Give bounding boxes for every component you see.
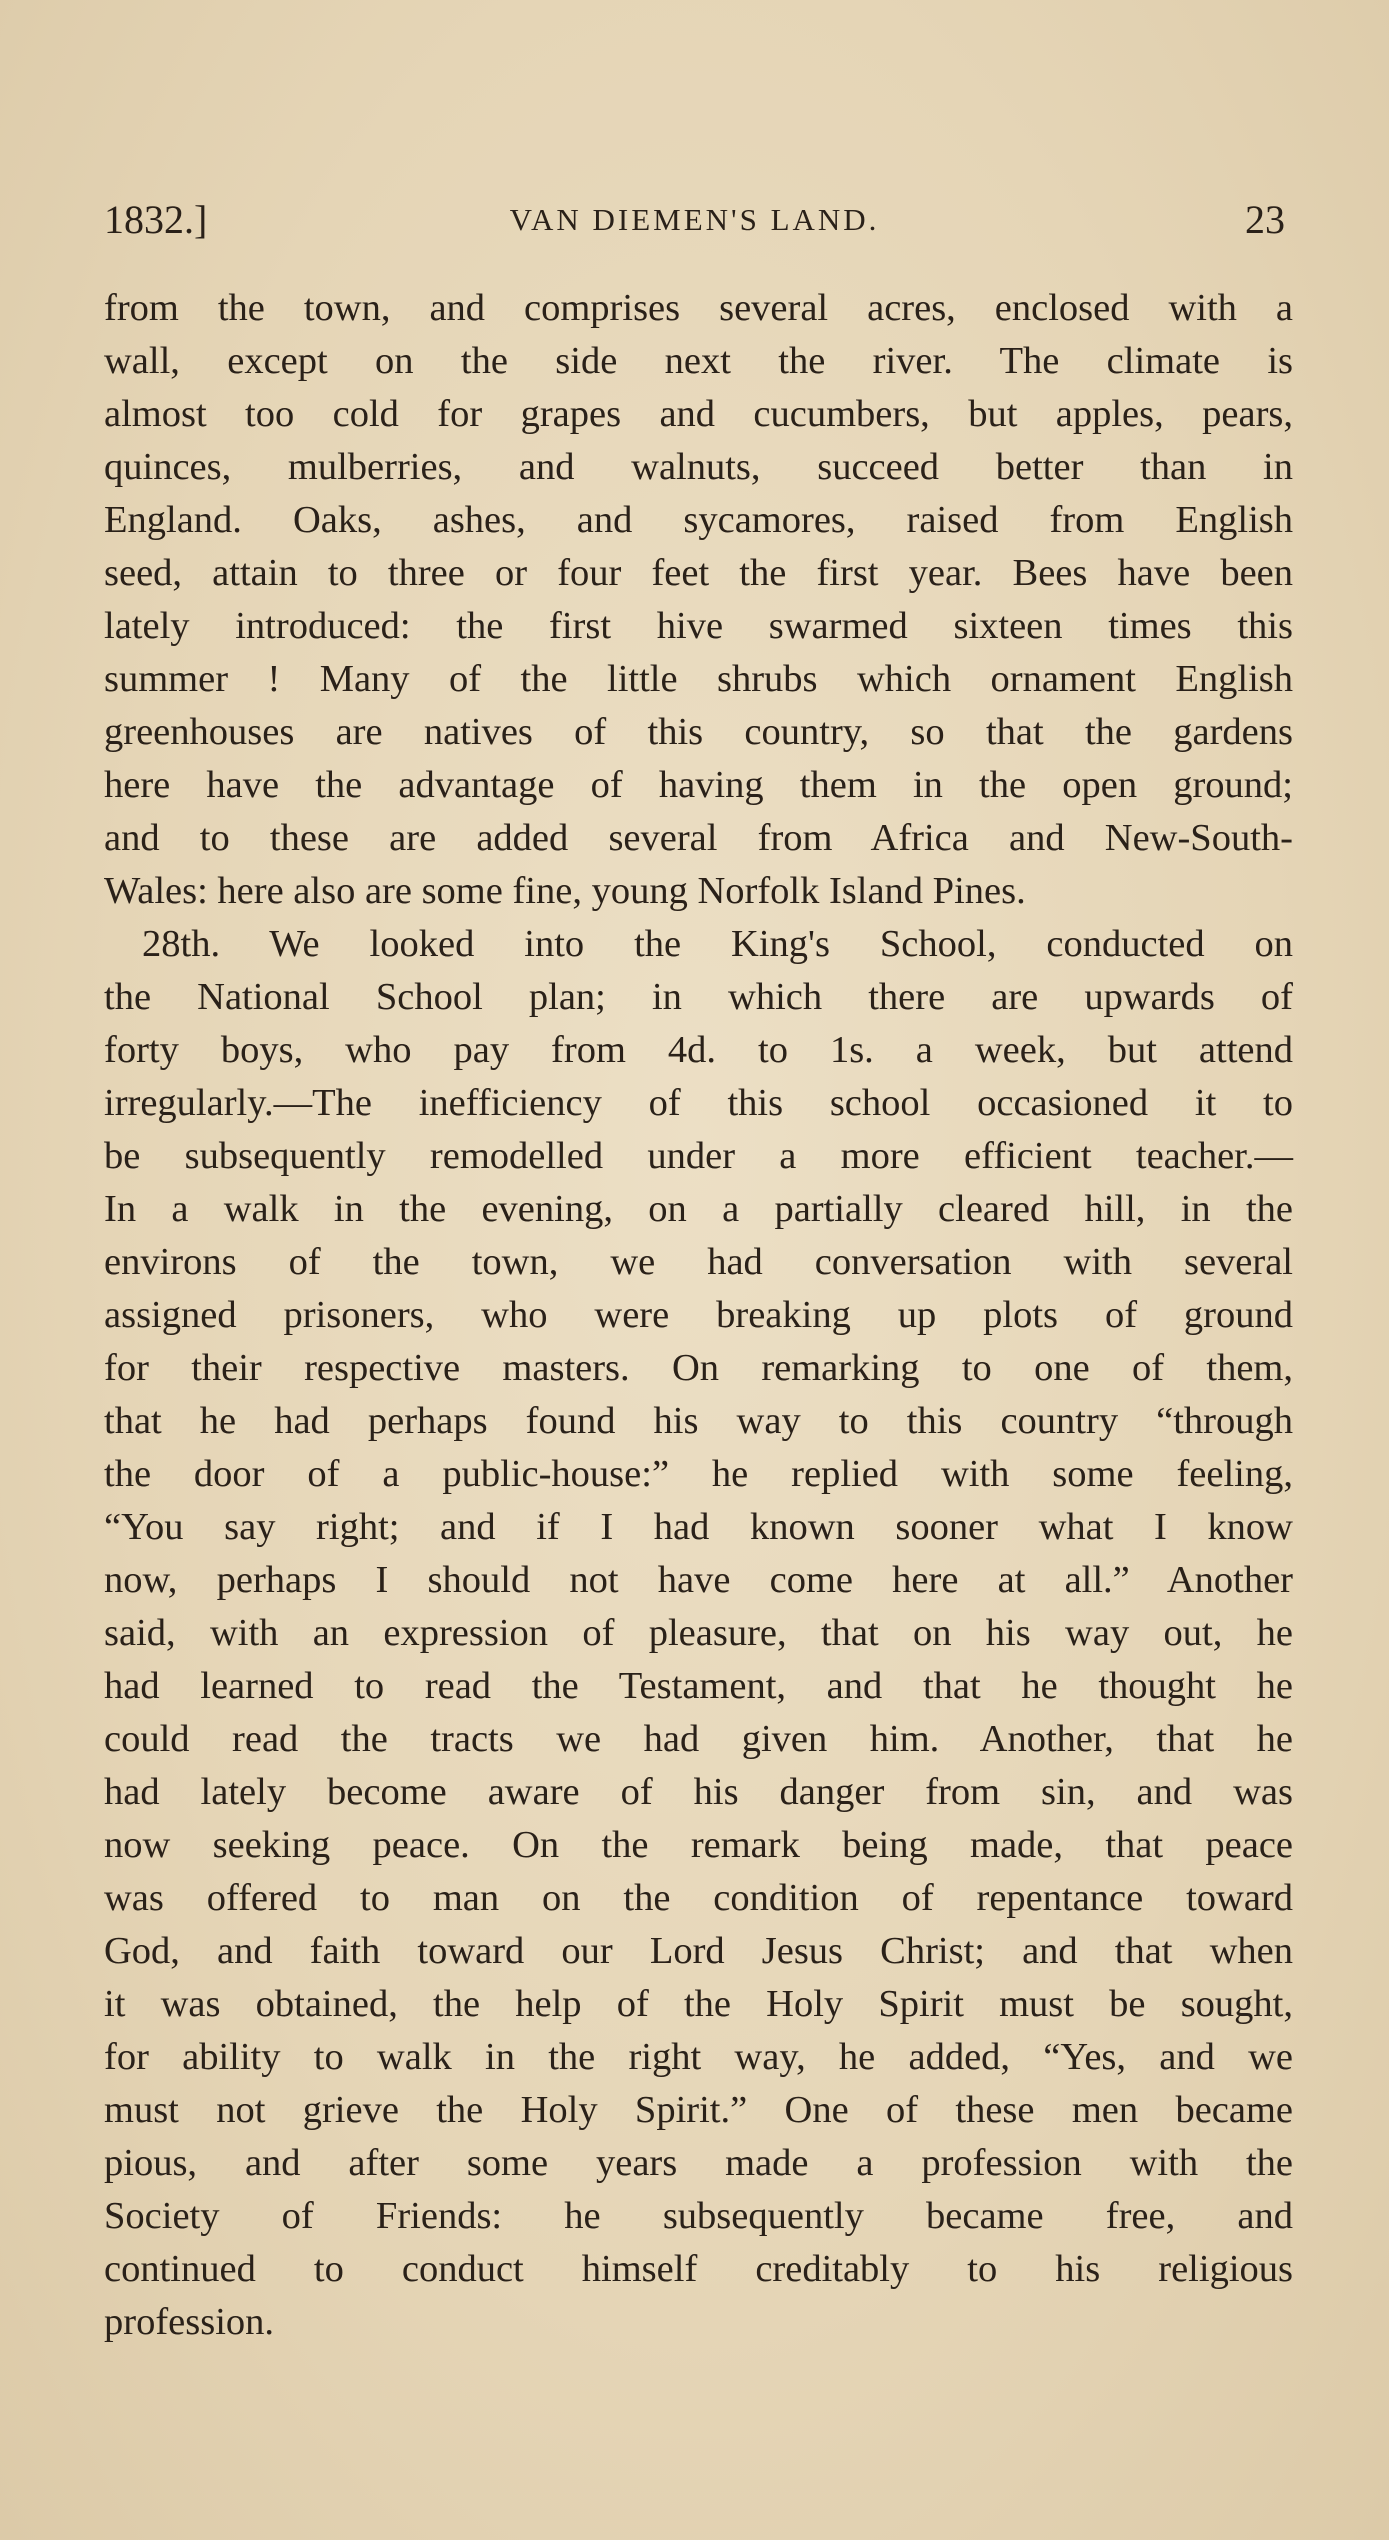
text-line: God, and faith toward our Lord Jesus Christ; and that when — [104, 1930, 1293, 1972]
text-line: the National School plan; in which there are upwards of — [104, 976, 1293, 1018]
text-line: could read the tracts we had given him. Another, that he — [104, 1718, 1293, 1760]
text-line: continued to conduct himself creditably to his religious — [104, 2248, 1293, 2290]
text-line: be subsequently remodelled under a more efficient teacher.— — [104, 1135, 1293, 1177]
text-line: summer ! Many of the little shrubs which ornament English — [104, 658, 1293, 700]
text-line: and to these are added several from Africa and New-South- — [104, 817, 1293, 859]
text-line: for ability to walk in the right way, he added, “Yes, and we — [104, 2036, 1293, 2078]
text-line: environs of the town, we had conversation with several — [104, 1241, 1293, 1283]
text-line: here have the advantage of having them in the open ground; — [104, 764, 1293, 806]
text-line: profession. — [104, 2301, 275, 2343]
text-line: now seeking peace. On the remark being made, that peace — [104, 1824, 1293, 1866]
text-line: that he had perhaps found his way to this country “through — [104, 1400, 1293, 1442]
text-line: must not grieve the Holy Spirit.” One of these men became — [104, 2089, 1293, 2131]
text-line: Society of Friends: he subsequently became free, and — [104, 2195, 1293, 2237]
text-line: had lately become aware of his danger from sin, and was — [104, 1771, 1293, 1813]
text-line: greenhouses are natives of this country, so that the gardens — [104, 711, 1293, 753]
page-number: 23 — [1245, 197, 1285, 242]
text-line: the door of a public-house:” he replied with some feeling, — [104, 1453, 1293, 1495]
text-line: wall, except on the side next the river. The climate is — [104, 340, 1293, 382]
text-line: quinces, mulberries, and walnuts, succeed better than in — [104, 446, 1293, 488]
text-line: almost too cold for grapes and cucumbers, but apples, pears, — [104, 393, 1293, 435]
header-year: 1832.] — [104, 197, 208, 242]
text-line: England. Oaks, ashes, and sycamores, raised from English — [104, 499, 1293, 541]
text-line: said, with an expression of pleasure, that on his way out, he — [104, 1612, 1293, 1654]
text-line: pious, and after some years made a profession with the — [104, 2142, 1293, 2184]
running-head — [104, 190, 1285, 250]
text-line: had learned to read the Testament, and that he thought he — [104, 1665, 1293, 1707]
text-line: Wales: here also are some fine, young Norfolk Island Pines. — [104, 870, 1026, 912]
text-line: was offered to man on the condition of repentance toward — [104, 1877, 1293, 1919]
body-text — [104, 282, 1293, 2349]
text-line: for their respective masters. On remarking to one of them, — [104, 1347, 1293, 1389]
text-line: 28th. We looked into the King's School, conducted on — [142, 923, 1293, 965]
text-line: assigned prisoners, who were breaking up plots of ground — [104, 1294, 1293, 1336]
text-line: forty boys, who pay from 4d. to 1s. a week, but attend — [104, 1029, 1293, 1071]
text-line: lately introduced: the first hive swarmed sixteen times this — [104, 605, 1293, 647]
text-line: In a walk in the evening, on a partially cleared hill, in the — [104, 1188, 1293, 1230]
text-line: from the town, and comprises several acres, enclosed with a — [104, 287, 1293, 329]
header-title: VAN DIEMEN'S LAND. — [509, 202, 880, 237]
text-line: it was obtained, the help of the Holy Spirit must be sought, — [104, 1983, 1293, 2025]
text-line: irregularly.—The inefficiency of this school occasioned it to — [104, 1082, 1293, 1124]
text-line: now, perhaps I should not have come here at all.” Another — [104, 1559, 1293, 1601]
text-line: seed, attain to three or four feet the first year. Bees have been — [104, 552, 1293, 594]
text-line: “You say right; and if I had known sooner what I know — [104, 1506, 1293, 1548]
